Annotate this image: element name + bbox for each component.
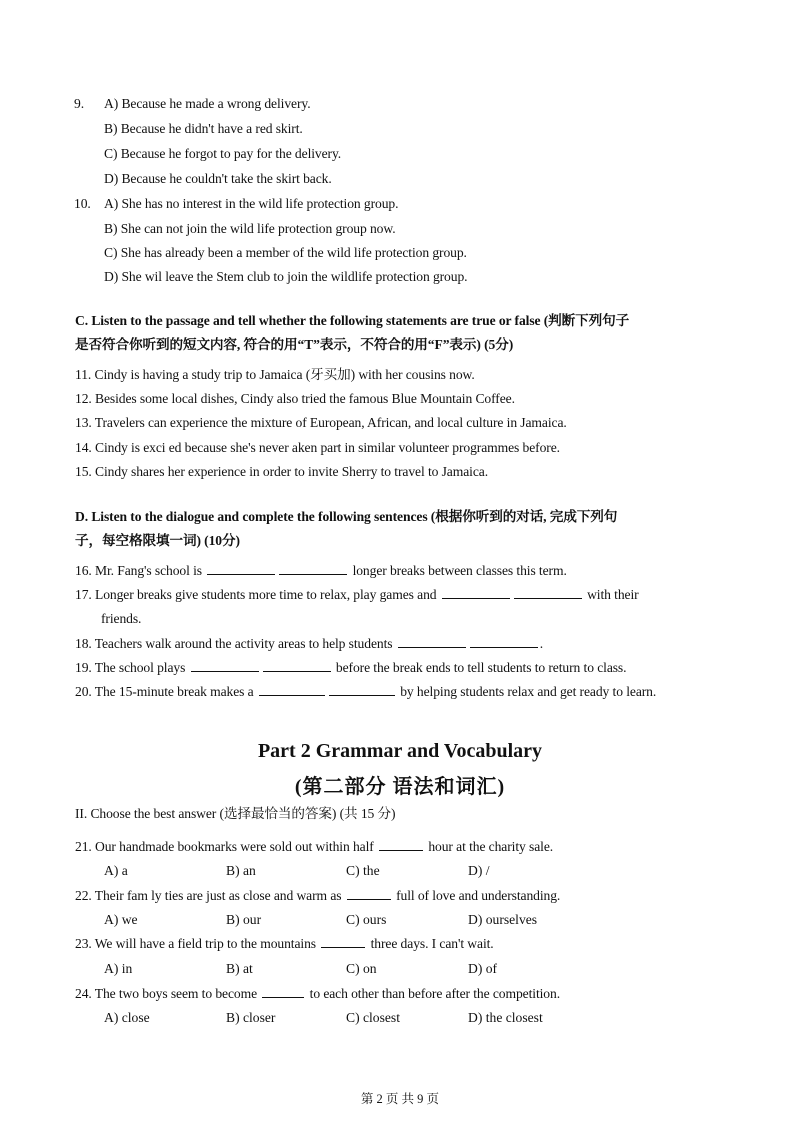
q23-option-c[interactable]: C) on: [346, 961, 377, 976]
q22-option-a[interactable]: A) we: [104, 912, 138, 927]
sentence-20-start: 20. The 15-minute break makes a: [75, 684, 254, 699]
part2-title-chinese: (第二部分 语法和词汇): [294, 776, 506, 798]
sentence-17-continuation: friends.: [101, 611, 142, 626]
q21-option-d[interactable]: D) /: [468, 863, 490, 878]
sentence-20: [75, 683, 656, 701]
sentence-16-end: longer breaks between classes this term.: [352, 563, 567, 578]
question-24-stem-start: 24. The two boys seem to become: [75, 986, 258, 1001]
answer-blank-24[interactable]: [262, 985, 304, 998]
answer-blank-18-1[interactable]: [398, 635, 466, 648]
answer-blank-22[interactable]: [347, 887, 391, 900]
part2-title: Part 2 Grammar and Vocabulary: [257, 740, 543, 762]
sentence-17: [75, 586, 639, 604]
section-ii-header: II. Choose the best answer (选择最恰当的答案) (共 15 分): [75, 806, 396, 821]
section-c-instructions-line1: C. Listen to the passage and tell whether the following statements are true or false (判断下列句子: [75, 313, 630, 328]
sentence-19: [75, 659, 626, 677]
answer-blank-16-2[interactable]: [279, 562, 347, 575]
q9-option-a: A) Because he made a wrong delivery.: [104, 96, 311, 111]
statement-12: 12. Besides some local dishes, Cindy also tried the famous Blue Mountain Coffee.: [75, 391, 515, 406]
question-24-stem-end: to each other than before after the competition.: [309, 986, 560, 1001]
page-number: 第 2 页 共 9 页: [360, 1092, 440, 1106]
section-d-instructions-line1: D. Listen to the dialogue and complete the following sentences (根据你听到的对话, 完成下列句: [75, 509, 618, 524]
answer-blank-21[interactable]: [379, 838, 423, 851]
statement-14: 14. Cindy is exci ed because she's never aken part in similar volunteer programmes before.: [75, 440, 560, 455]
answer-blank-17-1[interactable]: [442, 586, 510, 599]
q10-option-b: B) She can not join the wild life protection group now.: [104, 221, 396, 236]
sentence-16-start: 16. Mr. Fang's school is: [75, 563, 202, 578]
sentence-17-start: 17. Longer breaks give students more time to relax, play games and: [75, 587, 437, 602]
question-21-stem-end: hour at the charity sale.: [428, 839, 554, 854]
q23-option-a[interactable]: A) in: [104, 961, 133, 976]
answer-blank-23[interactable]: [321, 935, 365, 948]
question-22-stem-start: 22. Their fam ly ties are just as close and warm as: [75, 888, 342, 903]
statement-13: 13. Travelers can experience the mixture of European, African, and local culture in Jamaica.: [75, 415, 567, 430]
q10-option-c: C) She has already been a member of the wild life protection group.: [104, 245, 467, 260]
answer-blank-16-1[interactable]: [207, 562, 275, 575]
q9-number: 9.: [74, 96, 84, 111]
q23-option-b[interactable]: B) at: [226, 961, 253, 976]
sentence-16: [75, 562, 567, 580]
question-21-stem-start: 21. Our handmade bookmarks were sold out within half: [75, 839, 374, 854]
sentence-18: [75, 635, 543, 653]
q22-option-c[interactable]: C) ours: [346, 912, 387, 927]
q9-option-b: B) Because he didn't have a red skirt.: [104, 121, 303, 136]
q10-number: 10.: [74, 196, 91, 211]
sentence-19-start: 19. The school plays: [75, 660, 186, 675]
q23-option-d[interactable]: D) of: [468, 961, 498, 976]
q10-option-a: A) She has no interest in the wild life protection group.: [104, 196, 399, 211]
question-22: [75, 887, 560, 905]
answer-blank-20-1[interactable]: [259, 683, 325, 696]
question-21: [75, 838, 553, 856]
section-c-instructions-line2: 是否符合你听到的短文内容, 符合的用“T”表示，不符合的用“F”表示) (5分): [75, 337, 514, 352]
answer-blank-19-1[interactable]: [191, 659, 259, 672]
q22-option-b[interactable]: B) our: [226, 912, 262, 927]
answer-blank-20-2[interactable]: [329, 683, 395, 696]
q24-option-c[interactable]: C) closest: [346, 1010, 400, 1025]
sentence-18-start: 18. Teachers walk around the activity areas to help students: [75, 636, 393, 651]
q9-option-c: C) Because he forgot to pay for the delivery.: [104, 146, 342, 161]
section-d-instructions-line2: 子，每空格限填一词) (10分): [75, 533, 240, 548]
statement-11: 11. Cindy is having a study trip to Jamaica (牙买加) with her cousins now.: [75, 367, 475, 382]
sentence-18-end: .: [539, 636, 544, 651]
q10-option-d: D) She wil leave the Stem club to join the wildlife protection group.: [104, 269, 468, 284]
q9-option-d: D) Because he couldn't take the skirt back.: [104, 171, 332, 186]
answer-blank-17-2[interactable]: [514, 586, 582, 599]
sentence-17-end: with their: [587, 587, 639, 602]
q21-option-a[interactable]: A) a: [104, 863, 128, 878]
q24-option-a[interactable]: A) close: [104, 1010, 150, 1025]
statement-15: 15. Cindy shares her experience in order to invite Sherry to travel to Jamaica.: [75, 464, 488, 479]
question-23: [75, 935, 494, 953]
answer-blank-18-2[interactable]: [470, 635, 538, 648]
question-24: [75, 985, 560, 1003]
q22-option-d[interactable]: D) ourselves: [468, 912, 538, 927]
sentence-19-end: before the break ends to tell students to return to class.: [335, 660, 627, 675]
sentence-20-end: by helping students relax and get ready to learn.: [400, 684, 657, 699]
q21-option-c[interactable]: C) the: [346, 863, 380, 878]
q24-option-d[interactable]: D) the closest: [468, 1010, 543, 1025]
answer-blank-19-2[interactable]: [263, 659, 331, 672]
question-23-stem-end: three days. I can't wait.: [370, 936, 494, 951]
question-22-stem-end: full of love and understanding.: [396, 888, 561, 903]
question-23-stem-start: 23. We will have a field trip to the mountains: [75, 936, 316, 951]
q24-option-b[interactable]: B) closer: [226, 1010, 276, 1025]
q21-option-b[interactable]: B) an: [226, 863, 256, 878]
